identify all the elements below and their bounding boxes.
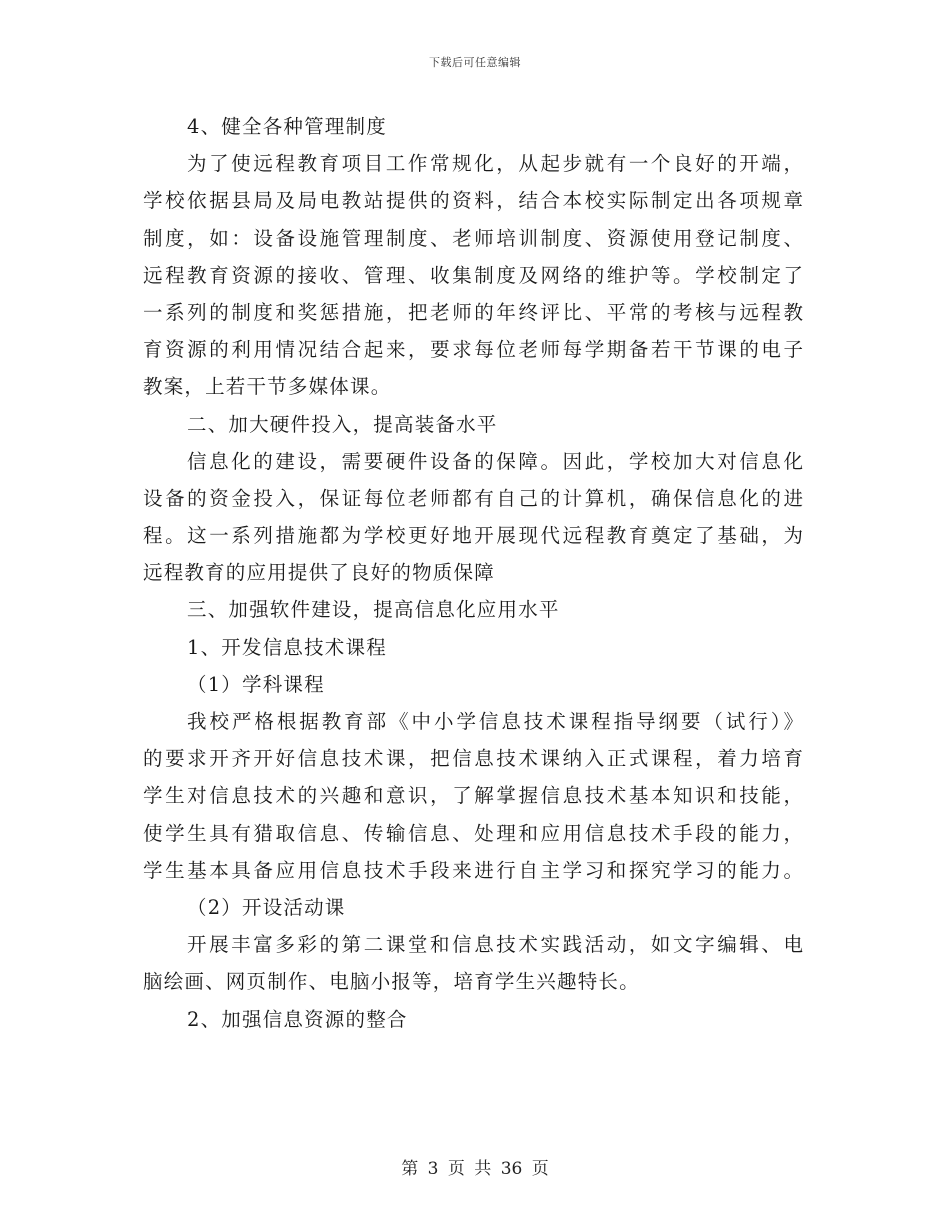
paragraph-line: 制度，如：设备设施管理制度、老师培训制度、资源使用登记制度、 <box>143 226 803 250</box>
subsubsection-heading-1: （1）学科课程 <box>187 672 325 696</box>
section-heading-3: 三、加强软件建设，提高信息化应用水平 <box>187 598 560 622</box>
paragraph-line: 脑绘画、网页制作、电脑小报等，培育学生兴趣特长。 <box>143 970 640 994</box>
paragraph-line: 教案，上若干节多媒体课。 <box>143 375 392 399</box>
subsection-heading-2: 2、加强信息资源的整合 <box>187 1007 408 1031</box>
paragraph-line: 学校依据县局及局电教站提供的资料，结合本校实际制定出各项规章 <box>143 189 803 213</box>
document-body <box>143 108 803 1038</box>
paragraph-line: 的要求开齐开好信息技术课，把信息技术课纳入正式课程，着力培育 <box>143 747 803 771</box>
paragraph-line: 远程教育的应用提供了良好的物质保障 <box>143 561 495 585</box>
paragraph-line: 开展丰富多彩的第二课堂和信息技术实践活动，如文字编辑、电 <box>187 933 803 957</box>
paragraph-line: 育资源的利用情况结合起来，要求每位老师每学期备若干节课的电子 <box>143 338 803 362</box>
paragraph-line: 学生对信息技术的兴趣和意识，了解掌握信息技术基本知识和技能， <box>143 784 803 808</box>
paragraph-line: 程。这一系列措施都为学校更好地开展现代远程教育奠定了基础，为 <box>143 524 803 548</box>
section-heading-4: 4、健全各种管理制度 <box>187 115 387 138</box>
paragraph-line: 设备的资金投入，保证每位老师都有自己的计算机，确保信息化的进 <box>143 486 803 510</box>
paragraph-line: 信息化的建设，需要硬件设备的保障。因此，学校加大对信息化 <box>187 449 803 473</box>
subsection-heading-1: 1、开发信息技术课程 <box>187 635 387 659</box>
paragraph-line: 远程教育资源的接收、管理、收集制度及网络的维护等。学校制定了 <box>143 263 803 287</box>
section-heading-2: 二、加大硬件投入，提高装备水平 <box>187 412 498 436</box>
page-number-footer: 第 3 页 共 36 页 <box>401 1159 549 1179</box>
paragraph-line: 为了使远程教育项目工作常规化，从起步就有一个良好的开端， <box>187 152 803 176</box>
subsubsection-heading-2: （2）开设活动课 <box>187 895 346 919</box>
paragraph-line: 学生基本具备应用信息技术手段来进行自主学习和探究学习的能力。 <box>143 858 803 882</box>
page-header-note: 下载后可任意编辑 <box>429 56 521 69</box>
paragraph-line: 使学生具有猎取信息、传输信息、处理和应用信息技术手段的能力， <box>143 821 803 845</box>
paragraph-line: 一系列的制度和奖惩措施，把老师的年终评比、平常的考核与远程教 <box>143 300 803 324</box>
paragraph-line: 我校严格根据教育部《中小学信息技术课程指导纲要（试行）》 <box>187 710 803 733</box>
